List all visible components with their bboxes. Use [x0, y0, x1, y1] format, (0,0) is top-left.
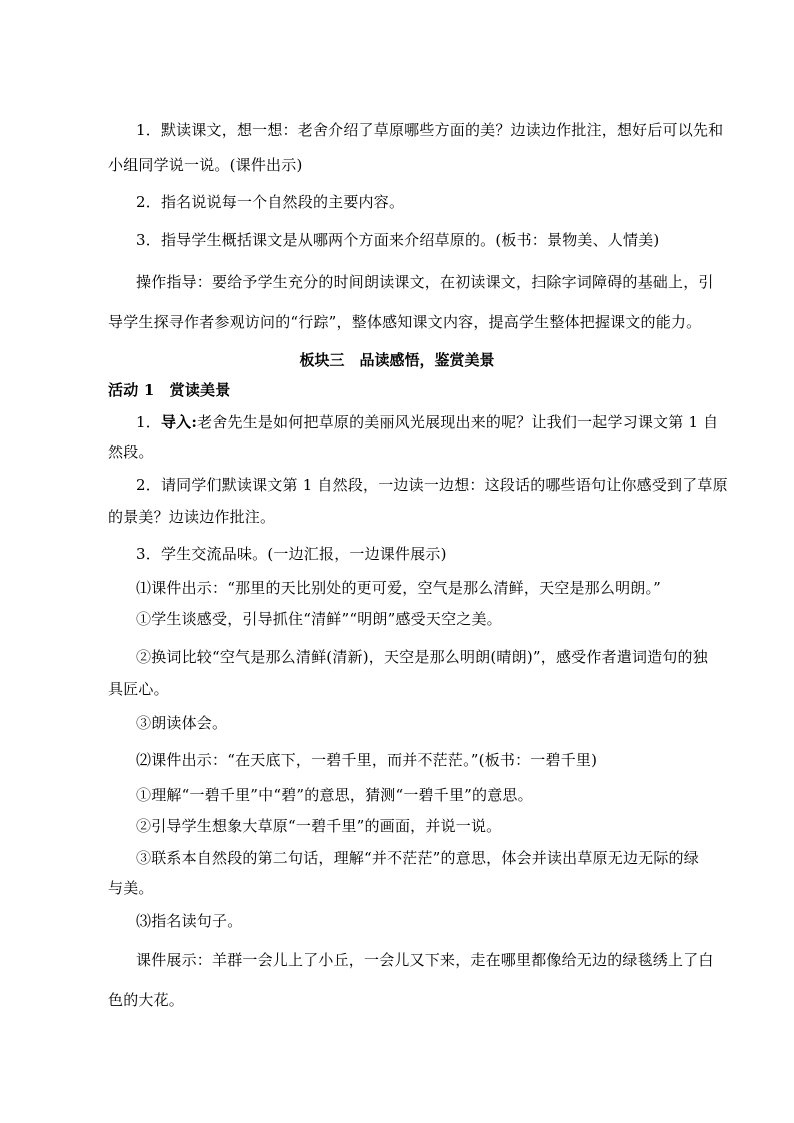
paragraph-step-3: 3．指导学生概括课文是从哪两个方面来介绍草原的。(板书：景物美、人情美) [136, 231, 660, 249]
intro-text: 老舍先生是如何把草原的美丽风光展现出来的呢？让我们一起学习课文第 1 自 [197, 413, 719, 431]
intro-label: 导入: [160, 413, 198, 431]
guidance-line-1: 操作指导：要给予学生充分的时间朗读课文，在初读课文，扫除字词障碍的基础上，引 [136, 273, 714, 291]
item-1-courseware: ⑴课件出示：“那里的天比别处的更可爱，空气是那么清鲜，天空是那么明朗。” [136, 579, 662, 597]
item-1-sub-2-line-2: 具匠心。 [108, 680, 169, 698]
activity-label: 活动 1 赏读美景 [108, 381, 231, 399]
intro-line-2: 然段。 [108, 443, 154, 461]
courseware-display-line-2: 色的大花。 [108, 991, 185, 1009]
step-2-line-2: 的景美？边读边作批注。 [108, 508, 276, 526]
step-3-line: 3．学生交流品味。(一边汇报，一边课件展示) [136, 545, 447, 563]
item-2-sub-3-line-1: ③联系本自然段的第二句话，理解“并不茫茫”的意思，体会并读出草原无边无际的绿 [136, 849, 699, 867]
paragraph-step-1-line-1: 1．默读课文，想一想：老舍介绍了草原哪些方面的美？边读边作批注，想好后可以先和 [136, 121, 724, 139]
step-2-line-1: 2．请同学们默读课文第 1 自然段，一边读一边想：这段话的哪些语句让你感受到了草原 [136, 476, 728, 494]
item-3: ⑶指名读句子。 [136, 912, 243, 930]
item-1-sub-3: ③朗读体会。 [136, 714, 228, 732]
courseware-display-line-1: 课件展示：羊群一会儿上了小丘，一会儿又下来，走在哪里都像给无边的绿毯绣上了白 [136, 951, 714, 969]
intro-number: 1． [136, 413, 161, 431]
item-2-sub-1: ①理解“一碧千里”中“碧”的意思，猜测“一碧千里”的意思。 [136, 786, 533, 804]
guidance-line-2: 导学生探寻作者参观访问的“行踪”，整体感知课文内容，提高学生整体把握课文的能力。 [108, 313, 702, 331]
item-2-courseware: ⑵课件出示：“在天底下，一碧千里，而并不茫茫。”(板书：一碧千里) [136, 751, 598, 769]
item-1-sub-1: ①学生谈感受，引导抓住“清鲜”“明朗”感受天空之美。 [136, 610, 502, 628]
item-2-sub-3-line-2: 与美。 [108, 879, 154, 897]
item-2-sub-2: ②引导学生想象大草原“一碧千里”的画面，并说一说。 [136, 817, 502, 835]
item-1-sub-2-line-1: ②换词比较“空气是那么清鲜(清新)，天空是那么明朗(晴朗)”，感受作者遣词造句的独 [136, 648, 708, 666]
section-heading: 板块三 品读感悟，鉴赏美景 [299, 351, 495, 369]
intro-line-1 [136, 412, 718, 432]
paragraph-step-1-line-2: 小组同学说一说。(课件出示) [108, 156, 303, 174]
paragraph-step-2: 2．指名说说每一个自然段的主要内容。 [136, 193, 405, 211]
